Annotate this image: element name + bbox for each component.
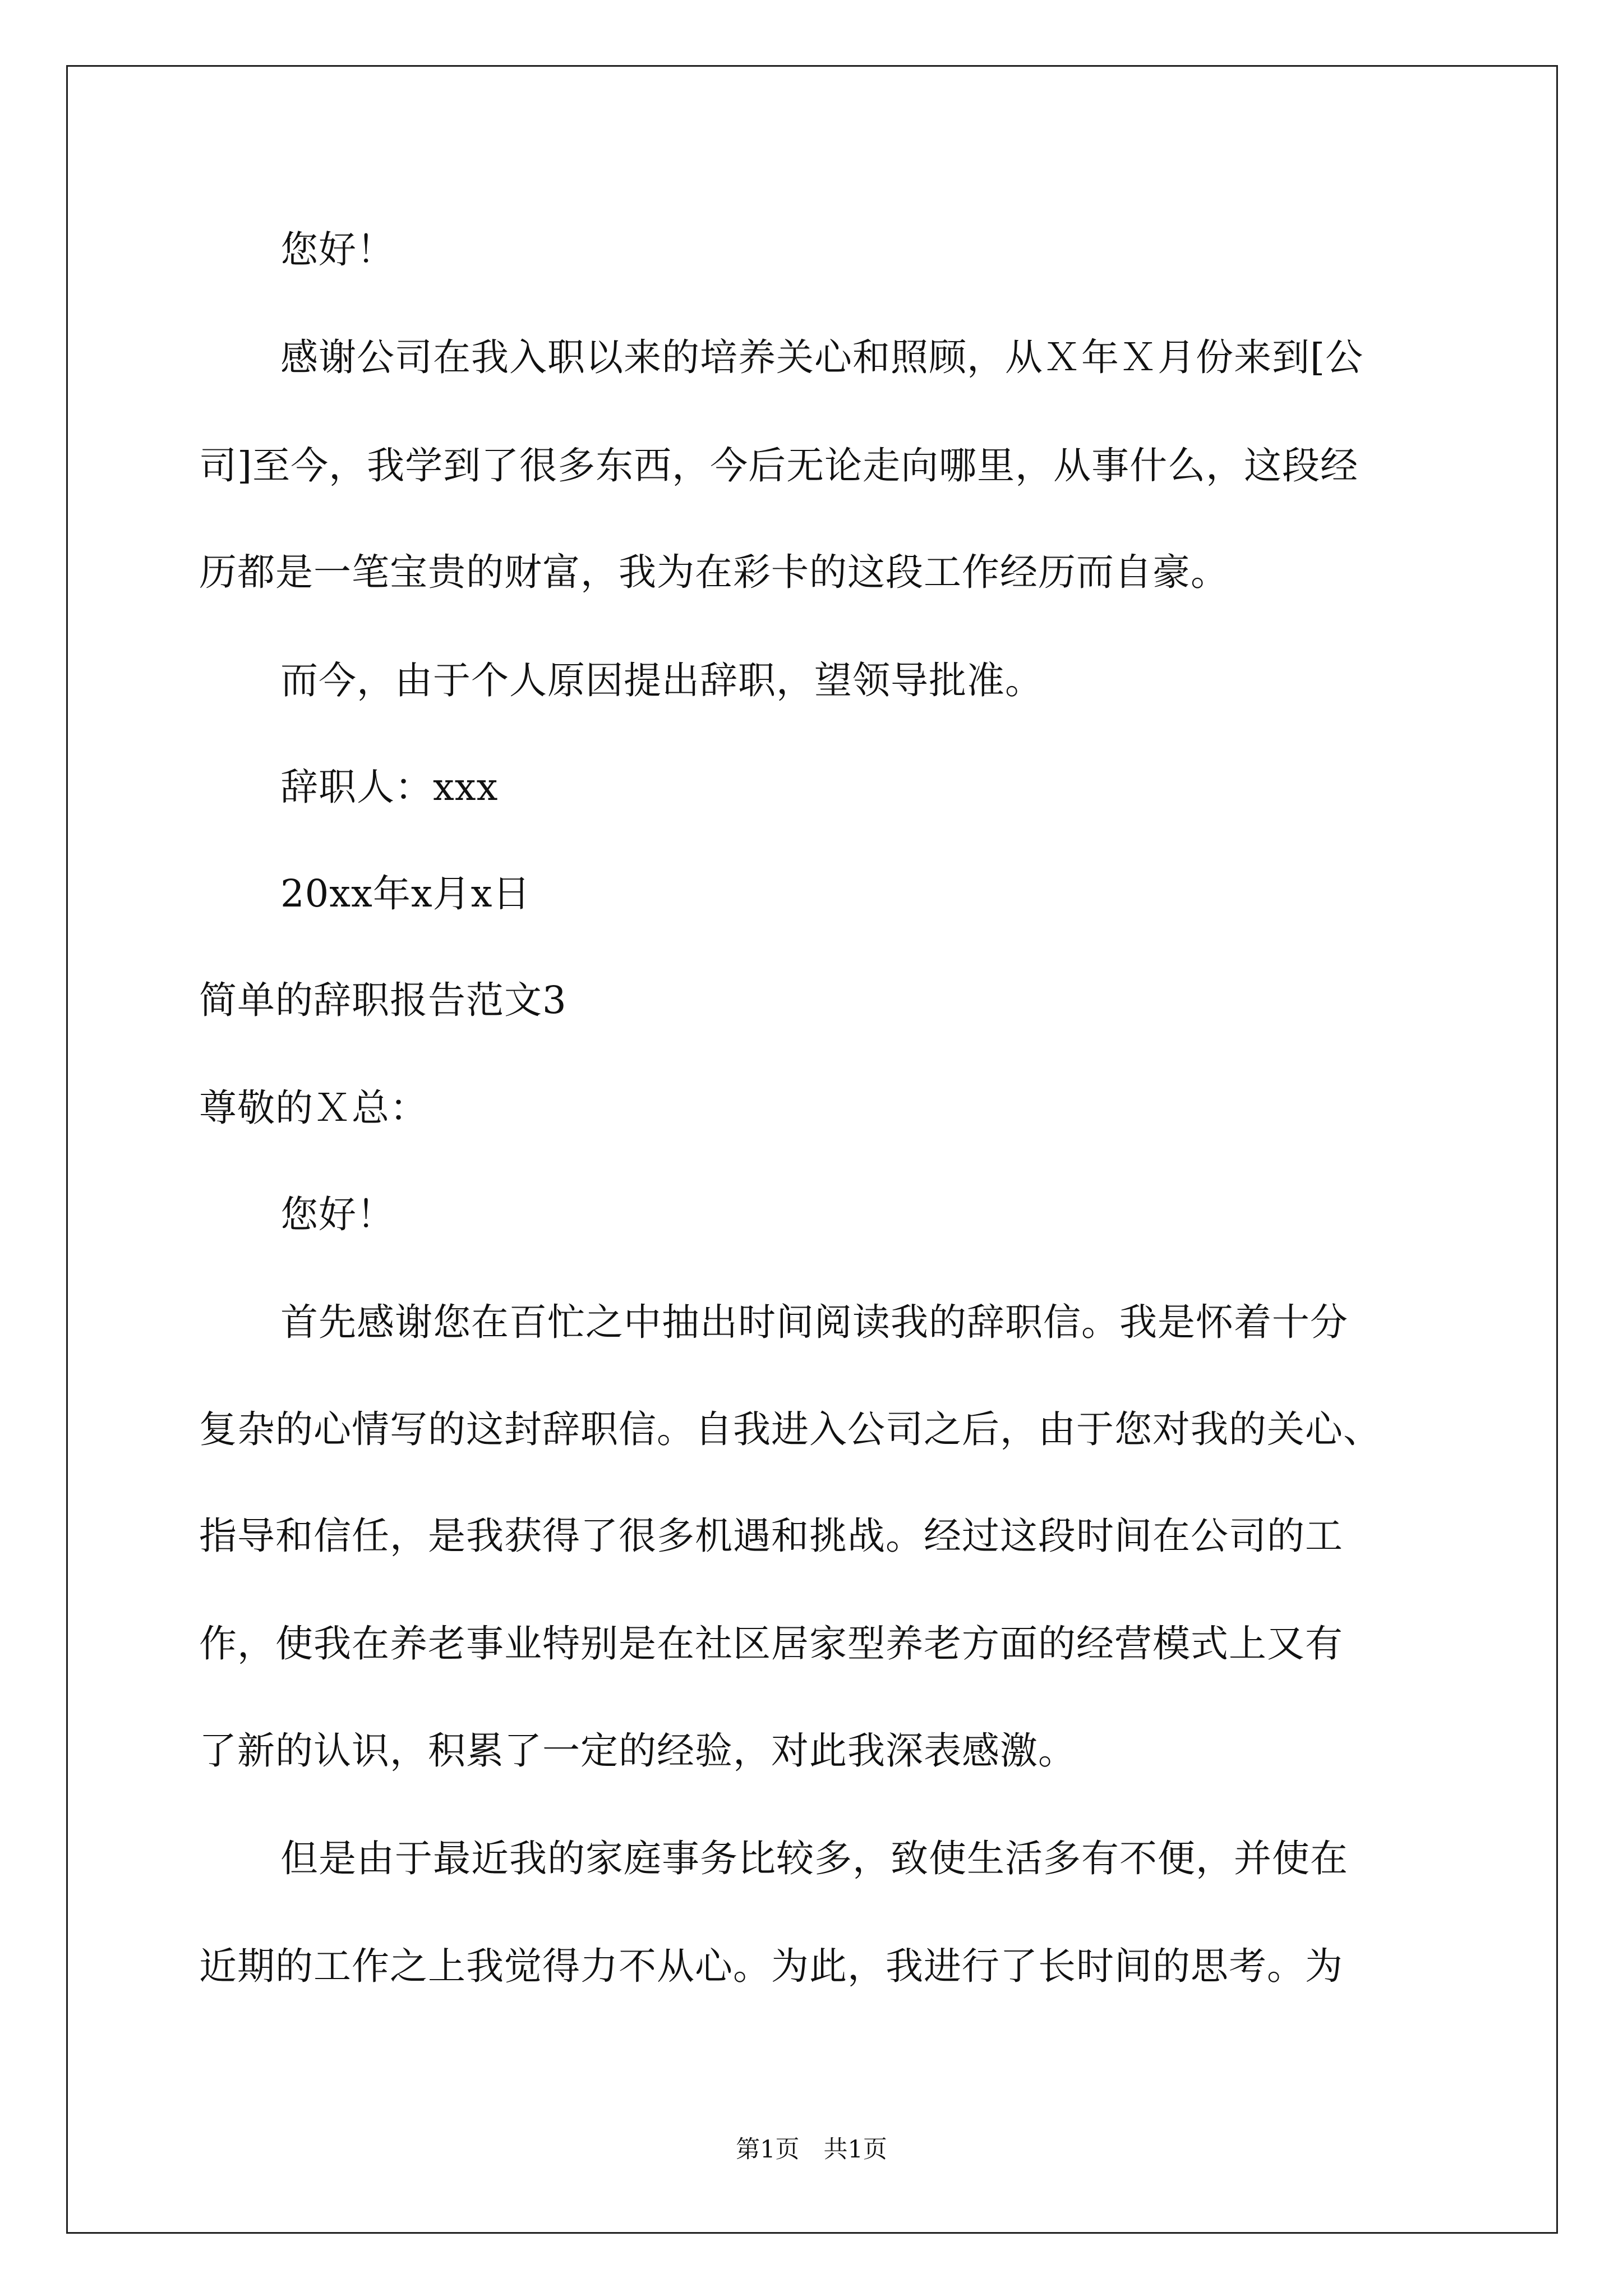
section-title: 简单的辞职报告范文3 bbox=[199, 978, 567, 1022]
signature-line: 辞职人：xxx bbox=[280, 765, 499, 809]
paragraph-line: 复杂的心情写的这封辞职信。自我进入公司之后，由于您对我的关心、 bbox=[199, 1407, 1381, 1451]
paragraph-line: 而今，由于个人原因提出辞职，望领导批准。 bbox=[280, 659, 1043, 702]
paragraph-line: 但是由于最近我的家庭事务比较多，致使生活多有不便，并使在 bbox=[280, 1837, 1348, 1880]
paragraph-line: 指导和信任，是我获得了很多机遇和挑战。经过这段时间在公司的工 bbox=[199, 1514, 1343, 1558]
page-footer: 第1页 共1页 bbox=[736, 2136, 887, 2164]
date-line: 20xx年x月x日 bbox=[280, 872, 531, 915]
page-border bbox=[66, 65, 1558, 2234]
paragraph-line: 了新的认识，积累了一定的经验，对此我深表感激。 bbox=[199, 1729, 1076, 1773]
paragraph-line: 首先感谢您在百忙之中抽出时间阅读我的辞职信。我是怀着十分 bbox=[280, 1300, 1348, 1344]
greeting-line: 您好！ bbox=[280, 1193, 395, 1236]
paragraph-line: 近期的工作之上我觉得力不从心。为此，我进行了长时间的思考。为 bbox=[199, 1944, 1343, 1988]
paragraph-line: 历都是一笔宝贵的财富，我为在彩卡的这段工作经历而自豪。 bbox=[199, 550, 1229, 594]
paragraph-line: 司]至今，我学到了很多东西，今后无论走向哪里，从事什么，这段经 bbox=[199, 444, 1359, 487]
greeting-line: 您好！ bbox=[280, 228, 395, 272]
salutation-line: 尊敬的Ｘ总： bbox=[199, 1086, 428, 1130]
paragraph-line: 感谢公司在我入职以来的培养关心和照顾，从Ｘ年Ｘ月份来到[公 bbox=[280, 335, 1364, 379]
paragraph-line: 作，使我在养老事业特别是在社区居家型养老方面的经营模式上又有 bbox=[199, 1622, 1343, 1665]
